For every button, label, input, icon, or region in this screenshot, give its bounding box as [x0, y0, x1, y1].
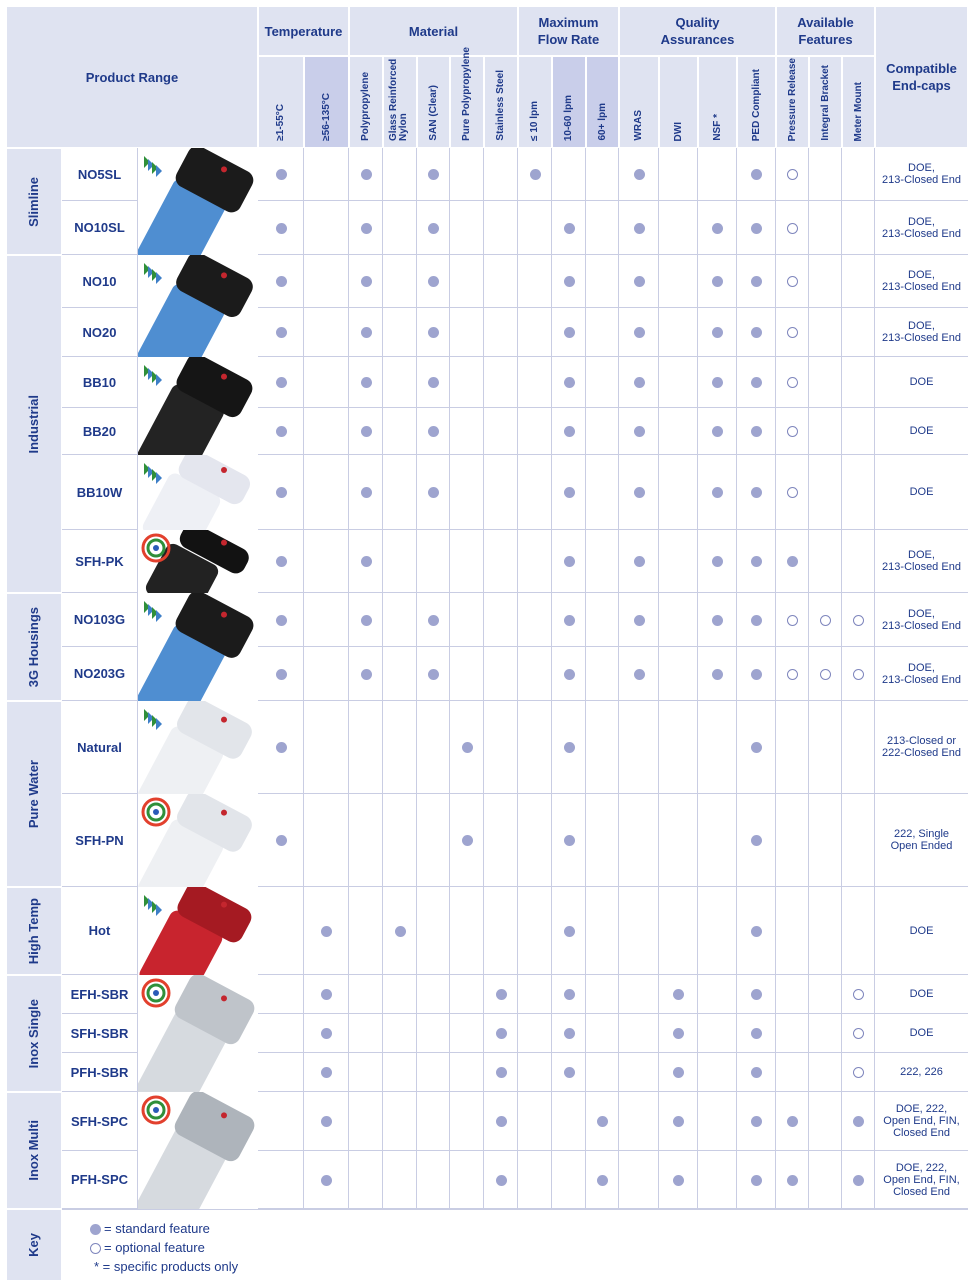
- standard-feature-dot: [564, 926, 575, 937]
- standard-feature-dot: [634, 487, 645, 498]
- filter-housing-image: [138, 455, 258, 530]
- standard-feature-dot: [321, 1116, 332, 1127]
- column-header-1: [304, 56, 349, 148]
- optional-feature-dot: [853, 989, 864, 1000]
- filter-housing-image: [138, 701, 258, 794]
- optional-feature-dot: [853, 669, 864, 680]
- product-range-table: [6, 6, 968, 1281]
- column-divider: [348, 148, 349, 1209]
- standard-feature-dot: [673, 1116, 684, 1127]
- column-header-14: [776, 56, 809, 148]
- column-header-0: [258, 56, 304, 148]
- group-label-cell: [6, 701, 62, 887]
- filter-housing-image: [138, 975, 258, 1092]
- standard-feature-dot: [673, 989, 684, 1000]
- endcaps-value: 213-Closed or 222-Closed End: [875, 701, 968, 794]
- product-name: BB10W: [62, 455, 138, 530]
- optional-feature-dot: [787, 223, 798, 234]
- standard-feature-dot: [496, 989, 507, 1000]
- column-header-4: [417, 56, 450, 148]
- product-name: Hot: [62, 887, 138, 975]
- standard-feature-dot: [276, 487, 287, 498]
- row-divider: [258, 886, 875, 887]
- optional-feature-dot: [787, 169, 798, 180]
- endcaps-value: DOE, 213-Closed End: [875, 255, 968, 308]
- product-name: NO10: [62, 255, 138, 308]
- standard-feature-dot: [361, 669, 372, 680]
- row-divider: [258, 1052, 875, 1053]
- pressure-button: [221, 467, 227, 473]
- standard-feature-dot: [712, 487, 723, 498]
- standard-feature-dot: [428, 615, 439, 626]
- column-header-2: [349, 56, 383, 148]
- column-header-label: 10-60 lpm: [563, 94, 574, 141]
- endcaps-value: DOE, 213-Closed End: [875, 308, 968, 357]
- standard-feature-dot: [673, 1067, 684, 1078]
- standard-feature-dot: [361, 169, 372, 180]
- standard-feature-dot: [751, 926, 762, 937]
- row-divider: [258, 529, 875, 530]
- standard-feature-dot: [634, 327, 645, 338]
- standard-feature-dot: [787, 1116, 798, 1127]
- pressure-button: [221, 272, 227, 278]
- column-header-8: [552, 56, 586, 148]
- column-header-label: ≥1-55°C: [275, 104, 286, 141]
- column-header-10: [619, 56, 659, 148]
- standard-feature-dot: [634, 223, 645, 234]
- standard-feature-dot: [751, 223, 762, 234]
- pressure-button: [221, 374, 227, 380]
- column-header-label: Integral Bracket: [819, 65, 831, 141]
- standard-feature-dot: [276, 169, 287, 180]
- standard-feature-dot: [564, 487, 575, 498]
- row-divider: [258, 1150, 875, 1151]
- product-image: [138, 887, 258, 976]
- group-label: Industrial: [26, 394, 41, 454]
- product-name: PFH-SPC: [62, 1151, 138, 1209]
- pressure-button: [221, 717, 227, 723]
- standard-feature-dot: [428, 169, 439, 180]
- standard-feature-dot: [428, 377, 439, 388]
- swirl-logo-icon: [153, 990, 159, 996]
- endcaps-value: DOE, 213-Closed End: [875, 647, 968, 701]
- standard-feature-dot: [634, 669, 645, 680]
- column-header-12: [698, 56, 737, 148]
- standard-feature-dot: [751, 487, 762, 498]
- optional-feature-dot: [787, 377, 798, 388]
- product-name: PFH-SBR: [62, 1053, 138, 1092]
- column-header-11: [659, 56, 698, 148]
- column-header-6: [484, 56, 518, 148]
- standard-feature-dot: [462, 835, 473, 846]
- endcaps-value: DOE, 213-Closed End: [875, 148, 968, 201]
- standard-feature-dot: [496, 1028, 507, 1039]
- column-header-label: ≤ 10 lpm: [529, 101, 540, 141]
- standard-feature-dot: [597, 1175, 608, 1186]
- standard-feature-dot: [276, 556, 287, 567]
- group-label-cell: [6, 148, 62, 255]
- column-divider: [775, 148, 776, 1209]
- standard-feature-dot: [361, 556, 372, 567]
- column-header-5: [450, 47, 484, 148]
- endcaps-value: DOE, 213-Closed End: [875, 530, 968, 593]
- key-optional: = optional feature: [104, 1240, 205, 1255]
- standard-feature-dot: [428, 276, 439, 287]
- optional-feature-dot: [787, 615, 798, 626]
- standard-feature-dot: [673, 1175, 684, 1186]
- product-name: SFH-SPC: [62, 1092, 138, 1151]
- endcaps-value: DOE: [875, 408, 968, 455]
- swirl-logo-icon: [153, 1107, 159, 1113]
- group-label-cell: [6, 255, 62, 593]
- endcaps-value: DOE, 222, Open End, FIN, Closed End: [875, 1151, 968, 1209]
- standard-feature-dot: [428, 327, 439, 338]
- standard-feature-dot: [712, 377, 723, 388]
- optional-feature-dot: [820, 669, 831, 680]
- standard-feature-dot: [496, 1067, 507, 1078]
- group-label: 3G Housings: [26, 606, 41, 688]
- group-label-cell: [6, 593, 62, 701]
- optional-feature-dot: [787, 276, 798, 287]
- group-label: Slimline: [26, 176, 41, 227]
- standard-feature-dot: [276, 669, 287, 680]
- standard-feature-dot: [321, 1028, 332, 1039]
- standard-feature-dot: [321, 1175, 332, 1186]
- row-divider: [258, 700, 875, 701]
- standard-feature-dot: [712, 327, 723, 338]
- column-header-15: [809, 56, 842, 148]
- standard-feature-dot: [564, 276, 575, 287]
- standard-feature-dot: [751, 835, 762, 846]
- column-header-label: WRAS: [633, 110, 644, 141]
- column-group-4: Available Features: [776, 6, 875, 56]
- endcaps-value: DOE: [875, 357, 968, 408]
- swirl-logo-icon: [153, 545, 159, 551]
- product-name: Natural: [62, 701, 138, 794]
- standard-feature-dot: [564, 223, 575, 234]
- pressure-button: [221, 995, 227, 1001]
- standard-feature-dot: [361, 327, 372, 338]
- standard-feature-dot: [564, 1067, 575, 1078]
- product-image: [138, 593, 258, 702]
- endcaps-header: Compatible End-caps: [875, 6, 968, 148]
- product-name: SFH-PN: [62, 794, 138, 887]
- product-image: [138, 1092, 258, 1210]
- standard-feature-dot: [751, 327, 762, 338]
- row-divider: [258, 307, 875, 308]
- standard-feature-dot: [634, 615, 645, 626]
- standard-feature-dot: [361, 223, 372, 234]
- optional-feature-dot: [787, 487, 798, 498]
- column-header-16: [842, 56, 875, 148]
- product-range-header: Product Range: [6, 6, 258, 148]
- standard-feature-dot: [787, 1175, 798, 1186]
- column-header-7: [518, 56, 552, 148]
- column-group-2: Maximum Flow Rate: [518, 6, 619, 56]
- standard-feature-dot: [712, 276, 723, 287]
- standard-feature-dot: [712, 615, 723, 626]
- row-divider: [258, 646, 875, 647]
- filter-housing-image: [138, 148, 258, 255]
- standard-feature-dot: [751, 1116, 762, 1127]
- standard-feature-dot: [751, 276, 762, 287]
- standard-feature-dot: [530, 169, 541, 180]
- product-image: [138, 701, 258, 795]
- standard-feature-dot: [361, 276, 372, 287]
- column-header-label: Glass Reinforced Nylon: [388, 58, 409, 141]
- standard-feature-dot: [634, 169, 645, 180]
- standard-feature-dot: [751, 377, 762, 388]
- standard-feature-dot: [276, 426, 287, 437]
- product-name: NO103G: [62, 593, 138, 647]
- endcaps-value: DOE: [875, 975, 968, 1014]
- optional-feature-dot: [787, 426, 798, 437]
- product-name: BB10: [62, 357, 138, 408]
- column-divider: [658, 148, 659, 1209]
- column-divider: [808, 148, 809, 1209]
- optional-feature-dot: [787, 669, 798, 680]
- standard-feature-dot: [712, 426, 723, 437]
- standard-feature-dot: [276, 615, 287, 626]
- standard-feature-dot: [361, 377, 372, 388]
- group-label-cell: [6, 975, 62, 1092]
- column-divider: [618, 148, 619, 1209]
- standard-feature-dot: [634, 276, 645, 287]
- filter-housing-image: [138, 593, 258, 701]
- standard-feature-dot: [853, 1175, 864, 1186]
- product-name: EFH-SBR: [62, 975, 138, 1014]
- standard-feature-dot: [564, 556, 575, 567]
- column-header-9: [586, 56, 619, 148]
- standard-feature-dot: [276, 377, 287, 388]
- standard-feature-dot: [361, 426, 372, 437]
- row-divider: [258, 793, 875, 794]
- row-divider: [258, 1013, 875, 1014]
- column-header-label: Pure Polypropylene: [461, 47, 472, 141]
- column-divider: [382, 148, 383, 1209]
- key-label: Key: [26, 1233, 41, 1257]
- standard-dot-icon: [90, 1224, 101, 1235]
- product-name: SFH-SBR: [62, 1014, 138, 1053]
- endcaps-value: DOE, 213-Closed End: [875, 201, 968, 255]
- swirl-logo-icon: [153, 809, 159, 815]
- standard-feature-dot: [564, 426, 575, 437]
- key-standard: = standard feature: [104, 1221, 210, 1236]
- pressure-button: [221, 902, 227, 908]
- standard-feature-dot: [361, 615, 372, 626]
- column-header-label: Polypropylene: [360, 72, 371, 141]
- standard-feature-dot: [751, 556, 762, 567]
- standard-feature-dot: [564, 835, 575, 846]
- group-label: Pure Water: [26, 759, 41, 829]
- column-divider: [449, 148, 450, 1209]
- endcaps-value: DOE: [875, 455, 968, 530]
- row-divider: [258, 454, 875, 455]
- row-divider: [258, 356, 875, 357]
- column-header-label: DWI: [672, 121, 684, 141]
- column-divider: [416, 148, 417, 1209]
- column-header-label: 60+ lpm: [596, 103, 608, 141]
- column-header-label: PED Compliant: [750, 68, 762, 141]
- row-divider: [258, 592, 875, 593]
- column-group-1: Material: [349, 6, 518, 56]
- standard-feature-dot: [853, 1116, 864, 1127]
- filter-housing-image: [138, 255, 258, 357]
- endcaps-value: DOE, 213-Closed End: [875, 593, 968, 647]
- key-label-cell: [6, 1209, 62, 1281]
- endcaps-value: 222, 226: [875, 1053, 968, 1092]
- product-image: [138, 148, 258, 256]
- group-label-cell: [6, 1092, 62, 1209]
- product-image: [138, 357, 258, 456]
- column-divider: [551, 148, 552, 1209]
- product-name: BB20: [62, 408, 138, 455]
- key-specific: * = specific products only: [94, 1259, 239, 1274]
- group-label: Inox Multi: [26, 1120, 41, 1181]
- column-header-label: NSF *: [711, 114, 723, 141]
- standard-feature-dot: [751, 1028, 762, 1039]
- standard-feature-dot: [712, 223, 723, 234]
- product-name: NO203G: [62, 647, 138, 701]
- endcaps-value: 222, Single Open Ended: [875, 794, 968, 887]
- standard-feature-dot: [496, 1175, 507, 1186]
- standard-feature-dot: [321, 989, 332, 1000]
- filter-housing-image: [138, 357, 258, 455]
- optional-feature-dot: [787, 327, 798, 338]
- column-header-label: ≥56-135°C: [320, 93, 332, 141]
- column-header-label: Meter Mount: [852, 81, 864, 141]
- row-divider: [258, 974, 875, 975]
- optional-dot-icon: [90, 1243, 101, 1254]
- column-divider: [483, 148, 484, 1209]
- standard-feature-dot: [712, 669, 723, 680]
- standard-feature-dot: [276, 276, 287, 287]
- column-divider: [697, 148, 698, 1209]
- standard-feature-dot: [712, 556, 723, 567]
- standard-feature-dot: [276, 742, 287, 753]
- column-header-label: Stainless Steel: [495, 70, 506, 141]
- pressure-button: [221, 540, 227, 546]
- column-divider: [585, 148, 586, 1209]
- standard-feature-dot: [564, 669, 575, 680]
- standard-feature-dot: [321, 1067, 332, 1078]
- product-name: NO20: [62, 308, 138, 357]
- column-group-0: Temperature: [258, 6, 349, 56]
- standard-feature-dot: [428, 223, 439, 234]
- row-divider: [258, 200, 875, 201]
- pressure-button: [221, 166, 227, 172]
- optional-feature-dot: [820, 615, 831, 626]
- row-divider: [258, 254, 875, 255]
- standard-feature-dot: [462, 742, 473, 753]
- standard-feature-dot: [564, 615, 575, 626]
- filter-housing-image: [138, 887, 258, 975]
- key-panel: [62, 1209, 968, 1282]
- standard-feature-dot: [751, 669, 762, 680]
- endcaps-value: DOE, 222, Open End, FIN, Closed End: [875, 1092, 968, 1151]
- standard-feature-dot: [787, 556, 798, 567]
- standard-feature-dot: [564, 327, 575, 338]
- standard-feature-dot: [751, 742, 762, 753]
- standard-feature-dot: [751, 426, 762, 437]
- filter-housing-image: [138, 530, 258, 593]
- standard-feature-dot: [395, 926, 406, 937]
- standard-feature-dot: [751, 1067, 762, 1078]
- standard-feature-dot: [597, 1116, 608, 1127]
- column-header-label: SAN (Clear): [427, 85, 439, 141]
- optional-feature-dot: [853, 1028, 864, 1039]
- product-image: [138, 530, 258, 594]
- standard-feature-dot: [751, 169, 762, 180]
- standard-feature-dot: [428, 487, 439, 498]
- product-name: NO5SL: [62, 148, 138, 201]
- filter-housing-image: [138, 794, 258, 887]
- standard-feature-dot: [428, 426, 439, 437]
- standard-feature-dot: [634, 377, 645, 388]
- column-divider: [841, 148, 842, 1209]
- product-image: [138, 794, 258, 888]
- filter-housing-image: [138, 1092, 258, 1209]
- group-label: High Temp: [26, 897, 41, 965]
- standard-feature-dot: [321, 926, 332, 937]
- column-header-13: [737, 56, 776, 148]
- standard-feature-dot: [496, 1116, 507, 1127]
- endcaps-value: DOE: [875, 887, 968, 975]
- standard-feature-dot: [751, 1175, 762, 1186]
- optional-feature-dot: [853, 615, 864, 626]
- standard-feature-dot: [428, 669, 439, 680]
- standard-feature-dot: [634, 426, 645, 437]
- group-label: Inox Single: [26, 998, 41, 1069]
- row-divider: [258, 407, 875, 408]
- standard-feature-dot: [751, 989, 762, 1000]
- column-group-3: Quality Assurances: [619, 6, 776, 56]
- column-divider: [303, 148, 304, 1209]
- standard-feature-dot: [564, 1028, 575, 1039]
- column-header-label: Pressure Release: [786, 57, 798, 141]
- standard-feature-dot: [276, 223, 287, 234]
- product-image: [138, 255, 258, 358]
- standard-feature-dot: [361, 487, 372, 498]
- row-divider: [258, 1091, 875, 1092]
- endcaps-value: DOE: [875, 1014, 968, 1053]
- pressure-button: [221, 810, 227, 816]
- product-image: [138, 975, 258, 1093]
- standard-feature-dot: [634, 556, 645, 567]
- product-image: [138, 455, 258, 531]
- column-divider: [736, 148, 737, 1209]
- standard-feature-dot: [564, 377, 575, 388]
- column-divider: [517, 148, 518, 1209]
- column-header-3: [383, 56, 417, 148]
- pressure-button: [221, 1112, 227, 1118]
- standard-feature-dot: [564, 989, 575, 1000]
- standard-feature-dot: [751, 615, 762, 626]
- standard-feature-dot: [276, 327, 287, 338]
- product-name: NO10SL: [62, 201, 138, 255]
- product-name: SFH-PK: [62, 530, 138, 593]
- standard-feature-dot: [673, 1028, 684, 1039]
- optional-feature-dot: [853, 1067, 864, 1078]
- standard-feature-dot: [276, 835, 287, 846]
- pressure-button: [221, 612, 227, 618]
- standard-feature-dot: [564, 742, 575, 753]
- group-label-cell: [6, 887, 62, 975]
